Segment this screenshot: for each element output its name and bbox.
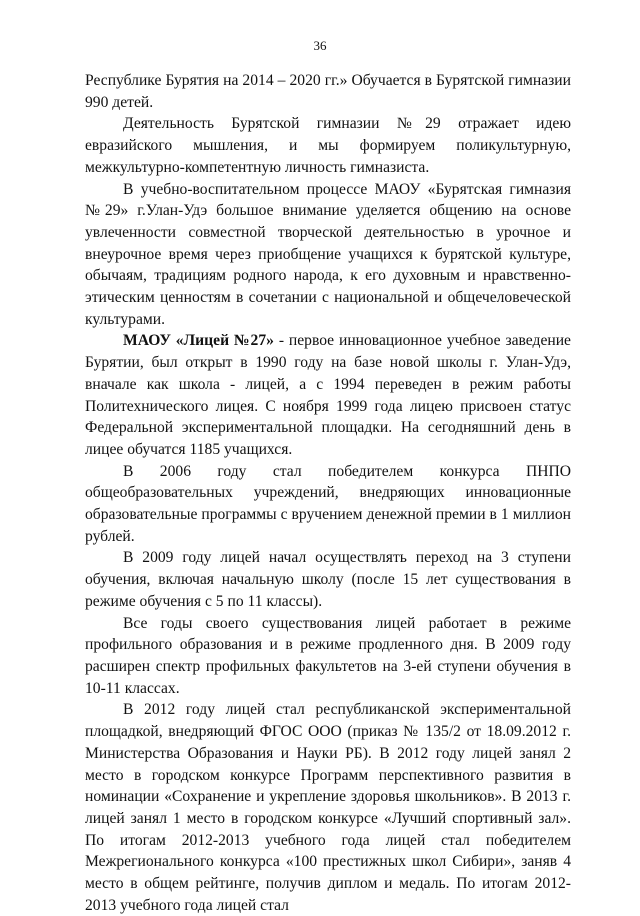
paragraph-3: В учебно-воспитательном процессе МАОУ «Бурятская гимназия №29» г.Улан-Удэ большое внимание уделяется общению на основе увлеченности совместной творческой деятельностью в урочное и внеурочное время через приобщение учащихся к бурятской культуре, обычаям, традициям родного народа, к его духовным и нравственно-этическим ценностям в сочетании с национальной и общечеловеческой культурами.	[85, 180, 571, 328]
paragraph-6: В 2009 году лицей начал осуществлять переход на 3 ступени обучения, включая начальную школу (после 15 лет существования в режиме обучения с 5 по 11 классы).	[85, 549, 571, 610]
paragraph-2: Деятельность Бурятской гимназии №29 отражает идею евразийского мышления, и мы формируем поликультурную, межкультурно-компетентную личность гимназиста.	[85, 115, 571, 176]
paragraph-4	[85, 330, 571, 460]
paragraph-7: Все годы своего существования лицей работает в режиме профильного образования и в режиме продленного дня. В 2009 году расширен спектр профильных факультетов на 3-ей ступени обучения в 10-11 классах.	[85, 614, 571, 697]
paragraph-8: В 2012 году лицей стал республиканской экспериментальной площадкой, внедряющий ФГОС ООО (приказ № 135/2 от 18.09.2012 г. Министерства Образования и Науки РБ). В 2012 году лицей занял 2 место в городском конкурсе Программ перспективного развития в номинации «Сохранение и укрепление здоровья школьников». В 2013 г. лицей занял 1 место в городском конкурсе «Лучший спортивный зал». По итогам 2012-2013 учебного года лицей стал победителем Межрегионального конкурса «100 престижных школ Сибири», заняв 4 место в общем рейтинге, получив диплом и медаль. По итогам 2012-2013 учебного года лицей стал	[85, 701, 571, 914]
paragraph-1: Республике Бурятия на 2014 – 2020 гг.» Обучается в Бурятской гимназии 990 детей.	[85, 72, 571, 111]
paragraph-4-text: - первое инновационное учебное заведение Бурятии, был открыт в 1990 году на базе новой школы г. Улан-Удэ, вначале как школа - лицей, а с 1994 переведен в режим работы Политехнического лицея. С ноября 1999 года лицею присвоен статус Федеральной экспериментальной площадки. На сегодняшний день в лицее обучатся 1185 учащихся.	[85, 332, 571, 458]
page-number: 36	[313, 38, 327, 53]
paragraph-5: В 2006 году стал победителем конкурса ПНПО общеобразовательных учреждений, внедряющих инновационные образовательные программы с вручением денежной премии в 1 миллион рублей.	[85, 462, 571, 545]
page-body	[85, 70, 571, 916]
school-name-bold: МАОУ «Лицей №27»	[123, 332, 274, 350]
